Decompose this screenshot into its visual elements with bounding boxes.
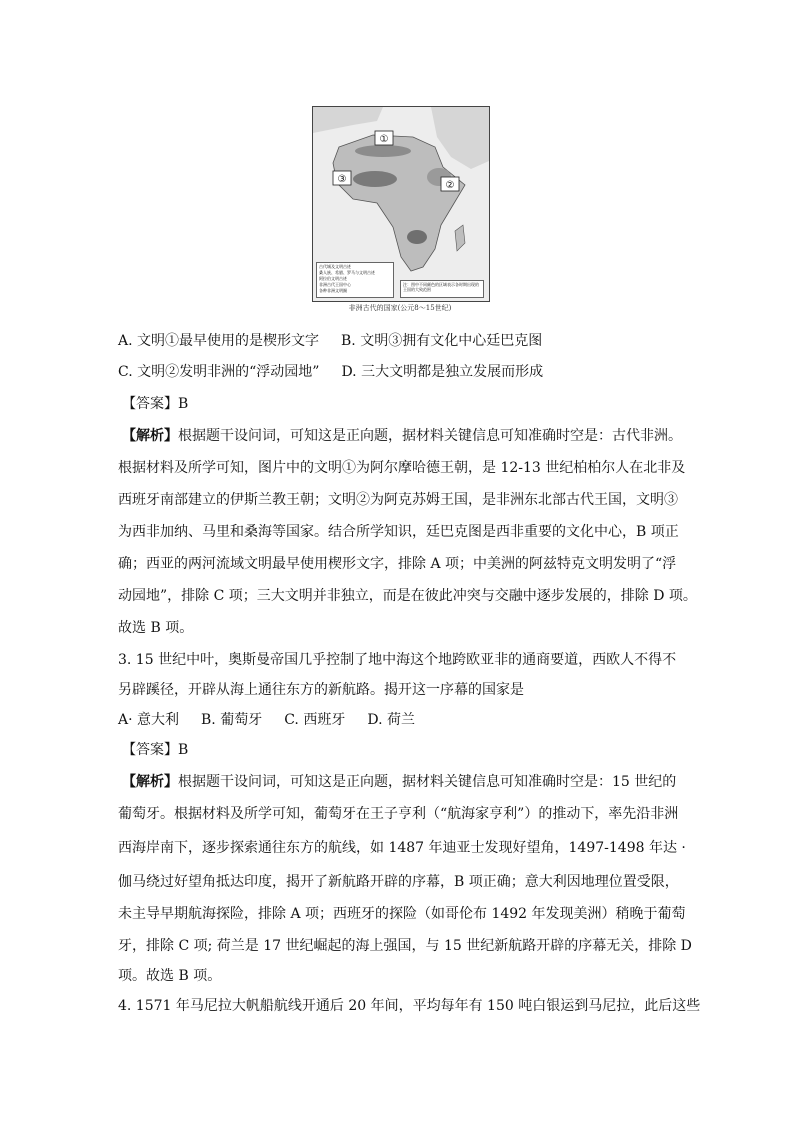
q2-option-b: B. 文明③拥有文化中心廷巴克图 xyxy=(341,333,543,349)
q3-analysis-line-6: 牙，排除 C 项; 荷兰是 17 世纪崛起的海上强国，与 15 世纪新航路开辟的序幕无关，排除 D xyxy=(118,938,692,954)
q3-stem-line-1: 3. 15 世纪中叶，奥斯曼帝国几乎控制了地中海这个地跨欧亚非的通商要道，西欧人不得不 xyxy=(118,652,677,668)
q3-options-row xyxy=(118,710,415,730)
q2-analysis-text: 根据题干设问词，可知这是正向题，据材料关键信息可知准确时空是：古代非洲。 xyxy=(178,428,682,444)
q2-option-c: C. 文明②发明非洲的“浮动园地” xyxy=(118,364,320,380)
q4-stem-line-1: 4. 1571 年马尼拉大帆船航线开通后 20 年间，平均每年有 150 吨白银运到马尼拉，此后这些 xyxy=(118,998,701,1014)
region-south-africa xyxy=(407,230,427,244)
q2-analysis-line-2: 根据材料及所学可知，图片中的文明①为阿尔摩哈德王朝，是 12-13 世纪柏柏尔人在北非及 xyxy=(118,460,686,476)
map-caption: 非洲古代的国家(公元8～15世纪) xyxy=(348,304,452,312)
q3-analysis-line-4: 伽马绕过好望角抵达印度，揭开了新航路开辟的序幕，B 项正确；意大利因地理位置受限， xyxy=(118,874,679,890)
q2-analysis-line-6: 动园地”，排除 C 项；三大文明并非独立，而是在彼此冲突与交融中逐步发展的，排除 D 项。 xyxy=(118,588,697,604)
map-note: 注：图中不同颜色的区域表示各时期出现的王国的大致范围 xyxy=(400,280,484,298)
q3-option-d: D. 荷兰 xyxy=(367,712,415,728)
q3-analysis-tag: 【解析】 xyxy=(122,774,178,790)
q3-option-c: C. 西班牙 xyxy=(284,712,346,728)
q2-answer: 【答案】B xyxy=(122,396,189,412)
q3-analysis-line-7: 项。故选 B 项。 xyxy=(118,968,222,984)
legend-item: 桑人族、希腊、罗马与文明古迹 xyxy=(319,270,375,275)
q2-options-row-1 xyxy=(118,331,542,351)
legend-item: 非洲古代王国中心 xyxy=(319,282,351,287)
q3-analysis-line-5: 未主导早期航海探险，排除 A 项；西班牙的探险（如哥伦布 1492 年发现美洲）稍晚于葡萄 xyxy=(118,906,686,922)
legend-item: 古代城及文明古迹 xyxy=(319,264,351,269)
q2-option-d: D. 三大文明都是独立发展而形成 xyxy=(341,364,544,380)
marker-3-label: ③ xyxy=(337,174,347,185)
q3-answer: 【答案】B xyxy=(122,742,189,758)
legend-item: 各种非洲文明圈 xyxy=(319,288,347,293)
q3-option-a: A· 意大利 xyxy=(118,712,180,728)
q3-option-b: B. 葡萄牙 xyxy=(201,712,263,728)
region-north-africa xyxy=(355,145,411,157)
legend-item: 阿拉伯文明古迹 xyxy=(319,276,347,281)
q3-analysis-line-1 xyxy=(122,772,676,792)
map-legend xyxy=(316,262,394,298)
q2-option-a: A. 文明①最早使用的是楔形文字 xyxy=(118,333,320,349)
q2-analysis-line-3: 西班牙南部建立的伊斯兰教王朝；文明②为阿克苏姆王国，是非洲东北部古代王国，文明③ xyxy=(118,492,678,508)
q2-analysis-tag: 【解析】 xyxy=(122,428,178,444)
q3-stem-line-2: 另辟蹊径，开辟从海上通往东方的新航路。揭开这一序幕的国家是 xyxy=(118,682,524,698)
marker-1-label: ① xyxy=(379,134,389,145)
q2-analysis-line-1 xyxy=(122,426,682,446)
marker-2-label: ② xyxy=(445,180,455,191)
q2-analysis-line-7: 故选 B 项。 xyxy=(118,620,194,636)
q3-analysis-text: 根据题干设问词，可知这是正向题，据材料关键信息可知准确时空是：15 世纪的 xyxy=(178,774,677,790)
q2-analysis-line-5: 确；西亚的两河流域文明最早使用楔形文字，排除 A 项；中美洲的阿兹特克文明发明了“浮 xyxy=(118,556,677,572)
q3-analysis-line-3: 西海岸南下，逐步探索通往东方的航线，如 1487 年迪亚士发现好望角，1497-1498 年达 · xyxy=(118,840,686,856)
q2-analysis-line-4: 为西非加纳、马里和桑海等国家。结合所学知识，廷巴克图是西非重要的文化中心，B 项正 xyxy=(118,524,679,540)
region-west-africa xyxy=(353,171,397,187)
q2-options-row-2 xyxy=(118,362,543,382)
q3-analysis-line-2: 葡萄牙。根据材料及所学可知，葡萄牙在王子亨利（“航海家亨利”）的推动下，率先沿非洲 xyxy=(118,806,679,822)
